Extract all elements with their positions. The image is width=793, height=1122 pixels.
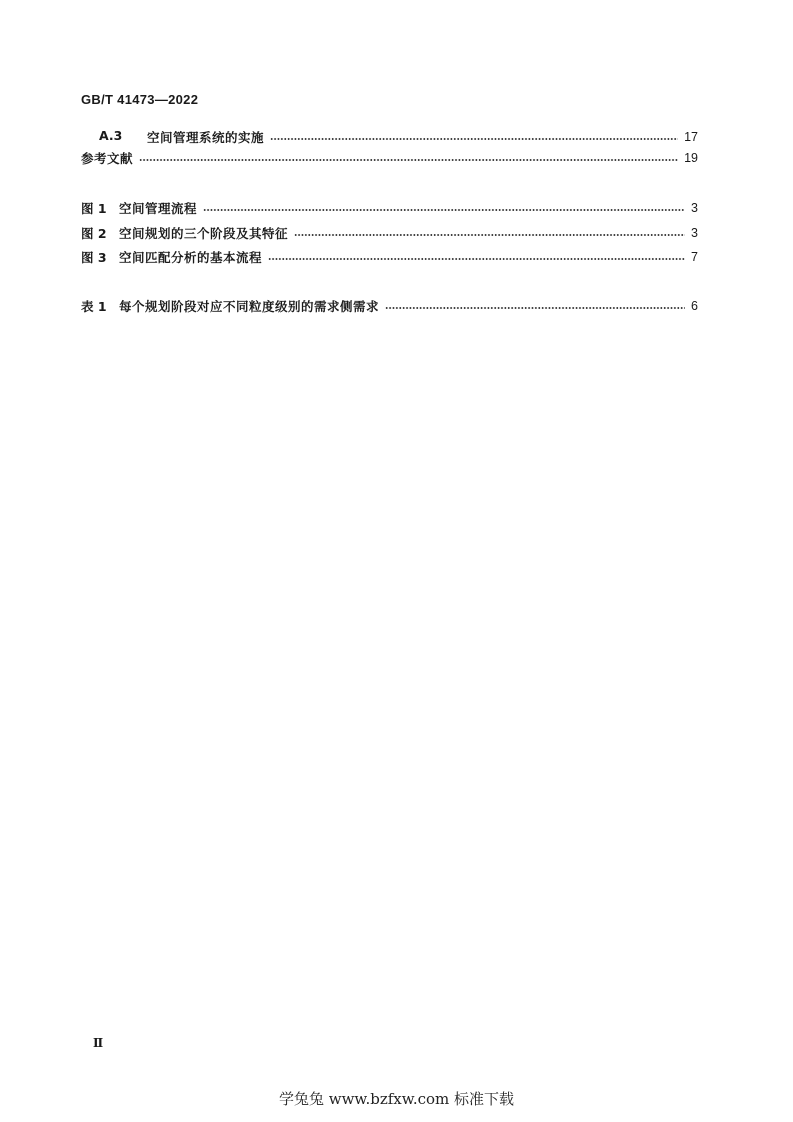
toc-entry-table-1[interactable] bbox=[81, 297, 698, 315]
toc-entry-page: 19 bbox=[684, 151, 698, 165]
toc-entry-page: 3 bbox=[691, 201, 698, 215]
toc-entry-title: 每个规划阶段对应不同粒度级别的需求侧需求 bbox=[119, 299, 380, 314]
toc-entry-figure-3[interactable] bbox=[81, 248, 698, 266]
dot-leader bbox=[385, 307, 685, 309]
watermark-text: 学兔兔 www.bzfxw.com 标准下载 bbox=[278, 1090, 515, 1108]
dot-leader bbox=[268, 258, 685, 260]
toc-entry-page: 17 bbox=[684, 130, 698, 144]
dot-leader bbox=[139, 159, 678, 161]
toc-entry-title: 空间管理流程 bbox=[119, 201, 198, 216]
toc-entry-title: 空间管理系统的实施 bbox=[147, 130, 265, 145]
toc-entry-references[interactable] bbox=[81, 149, 698, 167]
toc-entry-title: 空间匹配分析的基本流程 bbox=[119, 250, 263, 265]
toc-entry-a3[interactable] bbox=[99, 128, 698, 146]
page-number: Ⅱ bbox=[93, 1036, 103, 1050]
toc-entry-figure-1[interactable] bbox=[81, 199, 698, 217]
dot-leader bbox=[270, 138, 678, 140]
toc-entry-page: 7 bbox=[691, 250, 698, 264]
toc-entry-figure-2[interactable] bbox=[81, 224, 698, 242]
toc-entry-number: 图 2 bbox=[81, 226, 107, 241]
toc-entry-number: 图 1 bbox=[81, 201, 107, 216]
toc-entry-number: A.3 bbox=[99, 128, 123, 143]
toc-entry-title: 空间规划的三个阶段及其特征 bbox=[119, 226, 289, 241]
standard-code-header: GB/T 41473—2022 bbox=[81, 92, 199, 107]
dot-leader bbox=[294, 234, 685, 236]
toc-entry-number: 表 1 bbox=[81, 299, 107, 314]
dot-leader bbox=[203, 209, 685, 211]
toc-entry-number: 图 3 bbox=[81, 250, 107, 265]
toc-entry-page: 6 bbox=[691, 299, 698, 313]
toc-entry-title: 参考文献 bbox=[81, 151, 134, 166]
toc-entry-page: 3 bbox=[691, 226, 698, 240]
